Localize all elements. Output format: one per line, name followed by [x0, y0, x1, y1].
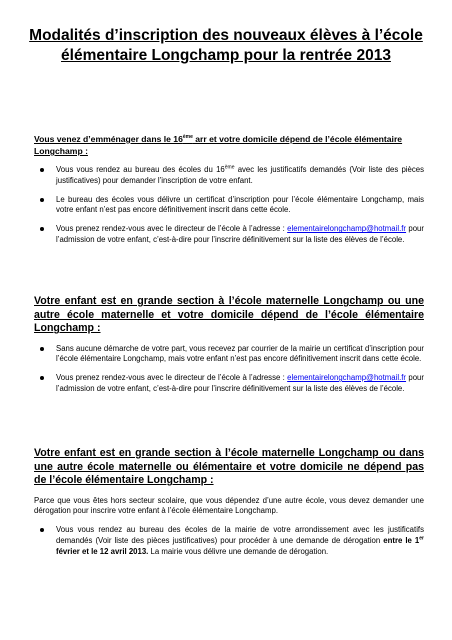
deadline-start: entre le 1 [383, 535, 420, 545]
item-text: Sans aucune démarche de votre part, vous recevez par courrier de la mairie un certificat d’inscription pour l’école élémentaire Longchamp, mais votre enfant n’est pas encore définitivement inscrit dans cette école. [56, 343, 424, 364]
list-item [34, 165, 424, 187]
list-item [34, 195, 424, 217]
heading-text: Vous venez d’emménager dans le 16 [34, 134, 183, 144]
list-item [34, 224, 424, 246]
bullet-list [34, 344, 424, 395]
section-heading: Votre enfant est en grande section à l’école maternelle Longchamp ou une autre école maternelle et votre domicile dépend de l’école élémentaire Longchamp : [34, 295, 424, 334]
item-text: Le bureau des écoles vous délivre un certificat d’inscription pour l’école élémentaire Longchamp, mais votre enfant n’est pas encore définitivement inscrit dans cette école. [56, 194, 424, 215]
item-text-end: pour l’admission de votre enfant, c’est-à-dire pour l’inscrire définitivement sur la liste des élèves de l’école. [56, 373, 424, 393]
bullet-icon [40, 376, 44, 380]
section-heading: Votre enfant est en grande section à l’école maternelle Longchamp ou dans une autre école maternelle ou élémentaire et votre domicile ne dépend pas de l’école élémentaire Longchamp : [34, 447, 424, 486]
deadline-end: février et le 12 avril 2013. [56, 546, 149, 556]
paragraph: Parce que vous êtes hors secteur scolaire, que vous dépendez d’une autre école, vous devez demander une dérogation pour inscrire votre enfant à l’école élémentaire Longchamp. [34, 495, 424, 516]
title-line-1: Modalités d’inscription des nouveaux élèves à l’école [29, 27, 423, 44]
section-grande-section [34, 295, 424, 395]
bullet-icon [40, 168, 44, 172]
list-item [34, 344, 424, 366]
email-link[interactable]: elementairelongchamp@hotmail.fr [287, 373, 407, 383]
section-heading [34, 133, 424, 157]
bullet-icon [40, 347, 44, 351]
section-new-resident [34, 133, 424, 246]
item-text: Vous vous rendez au bureau des écoles de la mairie de votre arrondissement avec les justificatifs demandés (Voir liste des pièces justificatives) pour procéder à une demande de dérogation [56, 525, 424, 545]
bullet-icon [40, 528, 44, 532]
bullet-list [34, 165, 424, 246]
title-line-2: élémentaire Longchamp pour la rentrée 2013 [61, 47, 391, 64]
item-text: Vous vous rendez au bureau des écoles du 16 [56, 165, 225, 174]
heading-superscript: ème [182, 134, 193, 141]
item-text-end: avec les justificatifs demandés (Voir liste des pièces justificatives) pour demander l’inscription de votre enfant. [56, 165, 424, 185]
item-superscript: ème [224, 164, 235, 171]
item-text-end: La mairie vous délivre une demande de dérogation. [148, 546, 329, 556]
email-link[interactable]: elementairelongchamp@hotmail.fr [287, 224, 407, 234]
heading-text-end: arr et votre domicile dépend de l’école élémentaire Longchamp : [34, 134, 403, 156]
bullet-icon [40, 198, 44, 202]
list-item [34, 373, 424, 395]
section-out-of-sector [34, 447, 424, 557]
bullet-list [34, 525, 424, 557]
item-text-end: pour l’admission de votre enfant, c’est-à-dire pour l’inscrire définitivement sur la liste des élèves de l’école. [56, 224, 424, 244]
page-title [20, 26, 432, 66]
deadline-superscript: er [419, 535, 424, 542]
item-text: Vous prenez rendez-vous avec le directeur de l’école à l’adresse : [56, 224, 288, 234]
bullet-icon [40, 227, 44, 231]
list-item [34, 525, 424, 557]
item-text: Vous prenez rendez-vous avec le directeur de l’école à l’adresse : [56, 373, 288, 383]
